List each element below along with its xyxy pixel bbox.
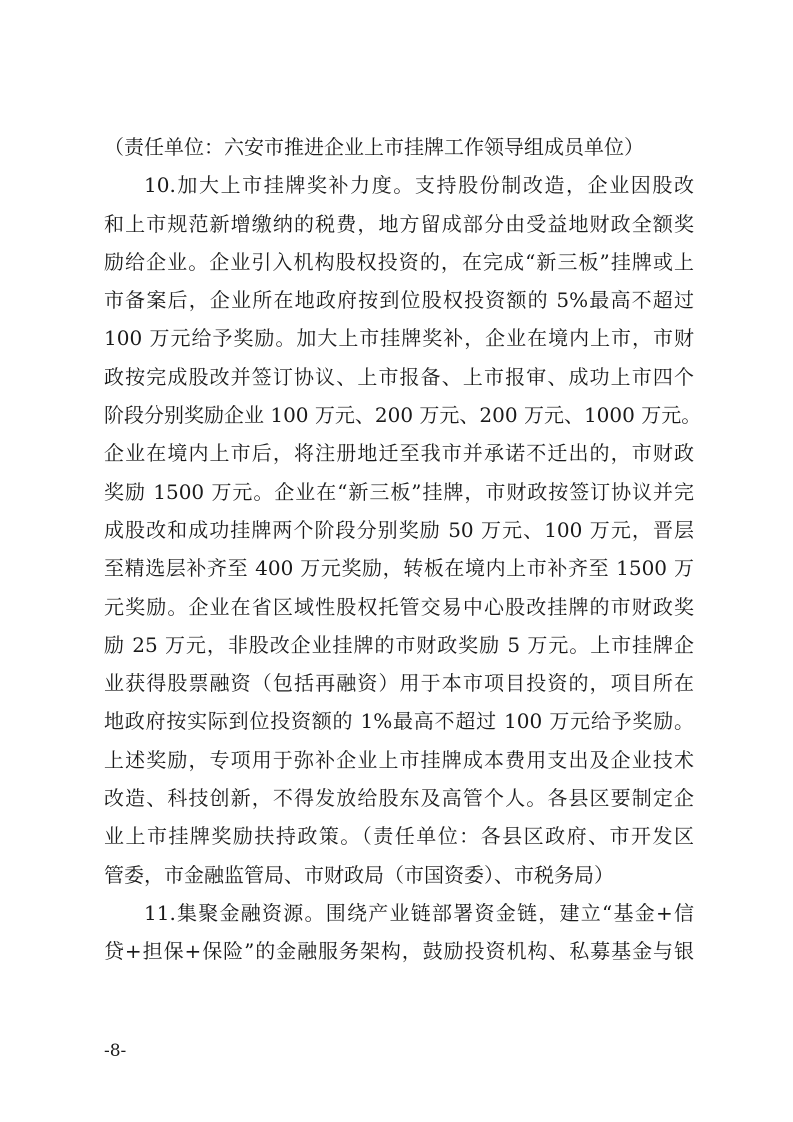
text-line: 元奖励。企业在省区域性股权托管交易中心股改挂牌的市财政奖 <box>104 594 694 619</box>
text-line: 管委，市金融监管局、市财政局（市国资委）、市税务局） <box>104 862 614 887</box>
text-line: 业获得股票融资（包括再融资）用于本市项目投资的，项目所在 <box>104 671 694 696</box>
text-line: 上述奖励，专项用于弥补企业上市挂牌成本费用支出及企业技术 <box>104 747 694 772</box>
text-line: 地政府按实际到位投资额的 1%最高不超过 100 万元给予奖励。 <box>104 709 694 734</box>
text-line: 市备案后，企业所在地政府按到位股权投资额的 5%最高不超过 <box>104 288 694 313</box>
document-body <box>104 128 702 971</box>
text-line: （责任单位：六安市推进企业上市挂牌工作领导组成员单位） <box>104 135 644 159</box>
text-line: 企业在境内上市后，将注册地迁至我市并承诺不迁出的，市财政 <box>104 441 694 466</box>
text-line: 励 25 万元，非股改企业挂牌的市财政奖励 5 万元。上市挂牌企 <box>104 632 694 657</box>
text-line: 改造、科技创新，不得发放给股东及高管个人。各县区要制定企 <box>104 786 694 811</box>
text-line: 11.集聚金融资源。围绕产业链部署资金链，建立“基金+信 <box>144 900 694 925</box>
text-line: 励给企业。企业引入机构股权投资的，在完成“新三板”挂牌或上 <box>104 249 694 274</box>
text-line: 阶段分别奖励企业 100 万元、200 万元、200 万元、1000 万元。 <box>104 403 702 428</box>
text-line: 和上市规范新增缴纳的税费，地方留成部分由受益地财政全额奖 <box>104 211 694 236</box>
text-line: 100 万元给予奖励。加大上市挂牌奖补，企业在境内上市，市财 <box>104 326 694 351</box>
text-line: 10.加大上市挂牌奖补力度。支持股份制改造，企业因股改 <box>144 173 694 198</box>
text-line: 至精选层补齐至 400 万元奖励，转板在境内上市补齐至 1500 万 <box>104 556 694 581</box>
text-line: 政按完成股改并签订协议、上市报备、上市报审、成功上市四个 <box>104 364 694 389</box>
text-line: 奖励 1500 万元。企业在“新三板”挂牌，市财政按签订协议并完 <box>104 479 694 504</box>
text-line: 贷+担保+保险”的金融服务架构，鼓励投资机构、私募基金与银 <box>104 939 694 964</box>
text-line: 业上市挂牌奖励扶持政策。（责任单位：各县区政府、市开发区 <box>104 824 694 849</box>
page-number: -8- <box>104 1041 127 1061</box>
text-line: 成股改和成功挂牌两个阶段分别奖励 50 万元、100 万元，晋层 <box>104 517 694 542</box>
